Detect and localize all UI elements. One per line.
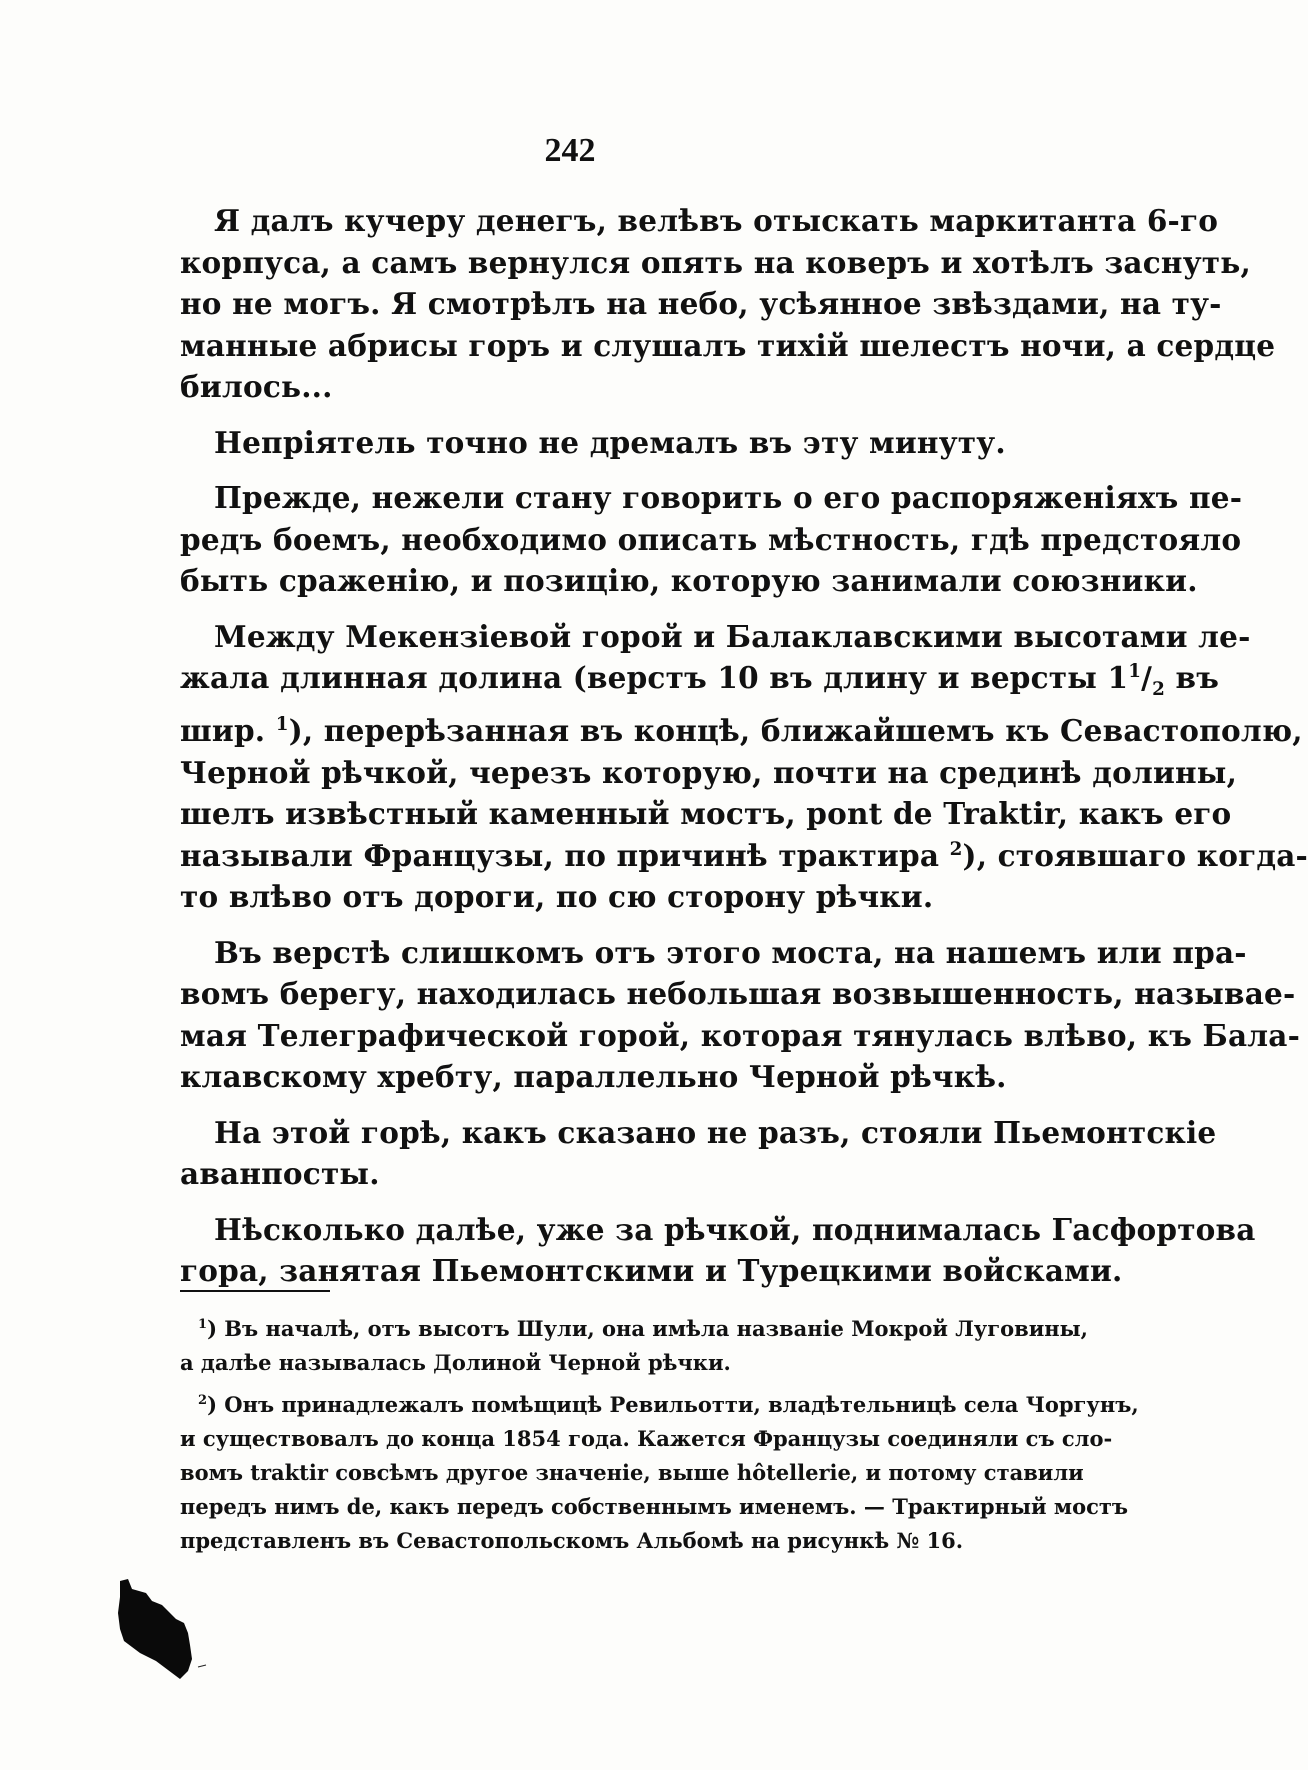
- ink-blot-mark: [118, 1575, 208, 1685]
- footnote-2: [180, 1388, 1139, 1558]
- text-line: корпуса, а самъ вернулся опять на коверъ и хотѣлъ заснуть,: [180, 244, 1251, 280]
- text-run: шир.: [180, 713, 276, 749]
- footnote-line: передъ нимъ de, какъ передъ собственнымъ именемъ. — Трактирный мостъ: [180, 1494, 1129, 1519]
- text-run: ) Онъ принадлежалъ помѣщицѣ Ревильотти, владѣтельницѣ села Чоргунъ,: [207, 1392, 1139, 1417]
- fraction-numerator: 1: [1128, 661, 1142, 683]
- footnote-marker: 1: [198, 1317, 208, 1332]
- text-run: ) Въ началѣ, отъ высотъ Шули, она имѣла названіе Мокрой Луговины,: [207, 1316, 1088, 1341]
- footnote-line: [180, 1312, 1088, 1346]
- text-run: ), стоявшаго когда-: [962, 837, 1308, 873]
- text-line: клавскому хребту, параллельно Черной рѣчкѣ.: [180, 1059, 1007, 1095]
- text-line: шелъ извѣстный каменный мостъ, pont de Traktir, какъ его: [180, 796, 1232, 832]
- paragraph-2: [180, 422, 1006, 464]
- text-line: Нѣсколько далѣе, уже за рѣчкой, поднималась Гасфортова: [214, 1211, 1256, 1247]
- paragraph-4: [180, 616, 1308, 918]
- text-line: Въ верстѣ слишкомъ отъ этого моста, на нашемъ или пра-: [214, 934, 1247, 970]
- footnote-line: и существовалъ до конца 1854 года. Кажется Французы соединяли съ сло-: [180, 1426, 1113, 1451]
- text-line: Прежде, нежели стану говорить о его распоряженіяхъ пе-: [214, 480, 1243, 515]
- text-line: манные абрисы горъ и слушалъ тихій шелестъ ночи, а сердце: [180, 327, 1276, 363]
- footnote-ref-2: 2: [949, 839, 963, 861]
- footnotes: [180, 1312, 1139, 1566]
- text-run: ), перерѣзанная въ концѣ, ближайшемъ къ Севастополю,: [288, 713, 1303, 749]
- text-line: [180, 710, 1303, 752]
- paragraph-6: [180, 1112, 1217, 1195]
- paragraph-7: [180, 1209, 1256, 1292]
- page-number: 242: [544, 132, 596, 169]
- fraction-denominator: 2: [1152, 678, 1166, 700]
- text-line: то влѣво отъ дороги, по сю сторону рѣчки.: [180, 879, 934, 915]
- body-text: [180, 200, 1308, 1306]
- text-line: Я далъ кучеру денегъ, велѣвъ отыскать маркитанта 6-го: [214, 203, 1219, 238]
- text-line: Черной рѣчкой, черезъ которую, почти на срединѣ долины,: [180, 754, 1238, 790]
- text-run: жала длинная долина (верстъ 10 въ длину и версты 1: [180, 660, 1129, 695]
- paragraph-5: [180, 932, 1301, 1098]
- text-line: билось...: [180, 369, 333, 404]
- text-line: мая Телеграфической горой, которая тянулась влѣво, къ Бала-: [180, 1017, 1301, 1053]
- text-run: называли Французы, по причинѣ трактира: [180, 837, 950, 873]
- footnote-line: [180, 1388, 1139, 1422]
- footnote-line: вомъ traktir совсѣмъ другое значеніе, выше hôtellerie, и потому ставили: [180, 1460, 1084, 1485]
- text-line: гора, занятая Пьемонтскими и Турецкими войсками.: [180, 1253, 1123, 1289]
- footnote-marker: 2: [198, 1393, 208, 1408]
- footnote-line: представленъ въ Севастопольскомъ Альбомѣ на рисункѣ № 16.: [180, 1528, 964, 1553]
- footnote-ref-1: 1: [275, 714, 289, 736]
- footnote-line: а далѣе называлась Долиной Черной рѣчки.: [180, 1350, 731, 1375]
- text-line: Непріятель точно не дремалъ въ эту минуту.: [214, 424, 1006, 460]
- text-line: но не могъ. Я смотрѣлъ на небо, усѣянное звѣздами, на ту-: [180, 286, 1222, 321]
- text-line: [180, 835, 1308, 877]
- text-line: Между Мекензіевой горой и Балаклавскими высотами ле-: [214, 618, 1251, 654]
- text-run: въ: [1165, 660, 1220, 695]
- footnote-1: [180, 1312, 1088, 1380]
- text-line: [180, 657, 1220, 710]
- text-line: вомъ берегу, находилась небольшая возвышенность, называе-: [180, 976, 1296, 1012]
- paragraph-3: [180, 477, 1243, 602]
- text-line: быть сраженію, и позицію, которую занимали союзники.: [180, 563, 1198, 598]
- fraction-slash: /: [1141, 660, 1153, 695]
- ink-blot-icon: [118, 1575, 208, 1685]
- footnote-divider: [180, 1290, 330, 1292]
- text-line: аванпосты.: [180, 1156, 380, 1192]
- paragraph-1: [180, 200, 1276, 408]
- text-line: редъ боемъ, необходимо описать мѣстность, гдѣ предстояло: [180, 521, 1242, 557]
- text-line: На этой горѣ, какъ сказано не разъ, стояли Пьемонтскіе: [214, 1114, 1217, 1150]
